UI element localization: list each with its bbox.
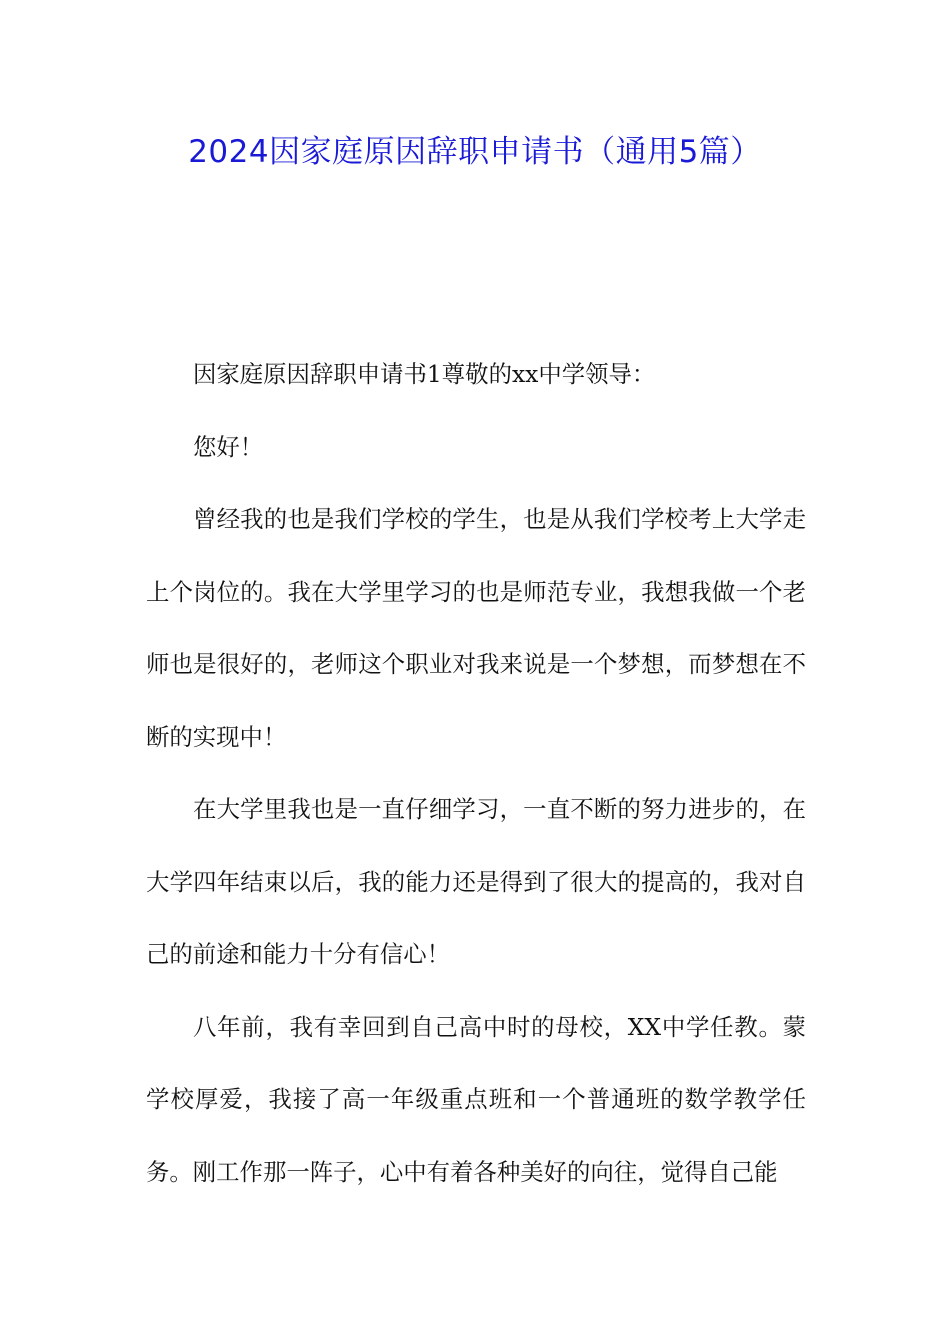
document-body (146, 338, 806, 1208)
paragraph-2: 在大学里我也是一直仔细学习，一直不断的努力进步的，在大学四年结束以后，我的能力还是得到了很大的提高的，我对自己的前途和能力十分有信心！ (146, 795, 806, 968)
document-title: 2024因家庭原因辞职申请书（通用5篇） (188, 134, 762, 170)
paragraph-1: 曾经我的也是我们学校的学生，也是从我们学校考上大学走上个岗位的。我在大学里学习的也是师范专业，我想我做一个老师也是很好的，老师这个职业对我来说是一个梦想，而梦想在不断的实现中！ (146, 505, 806, 751)
paragraph-greeting: 您好！ (193, 432, 264, 461)
paragraph-salutation: 因家庭原因辞职申请书1尊敬的xx中学领导： (193, 360, 656, 388)
paragraph-3: 八年前，我有幸回到自己高中时的母校，XX中学任教。蒙学校厚爱，我接了高一年级重点班和一个普通班的数学教学任务。刚工作那一阵子，心中有着各种美好的向往，觉得自己能 (146, 1012, 806, 1186)
